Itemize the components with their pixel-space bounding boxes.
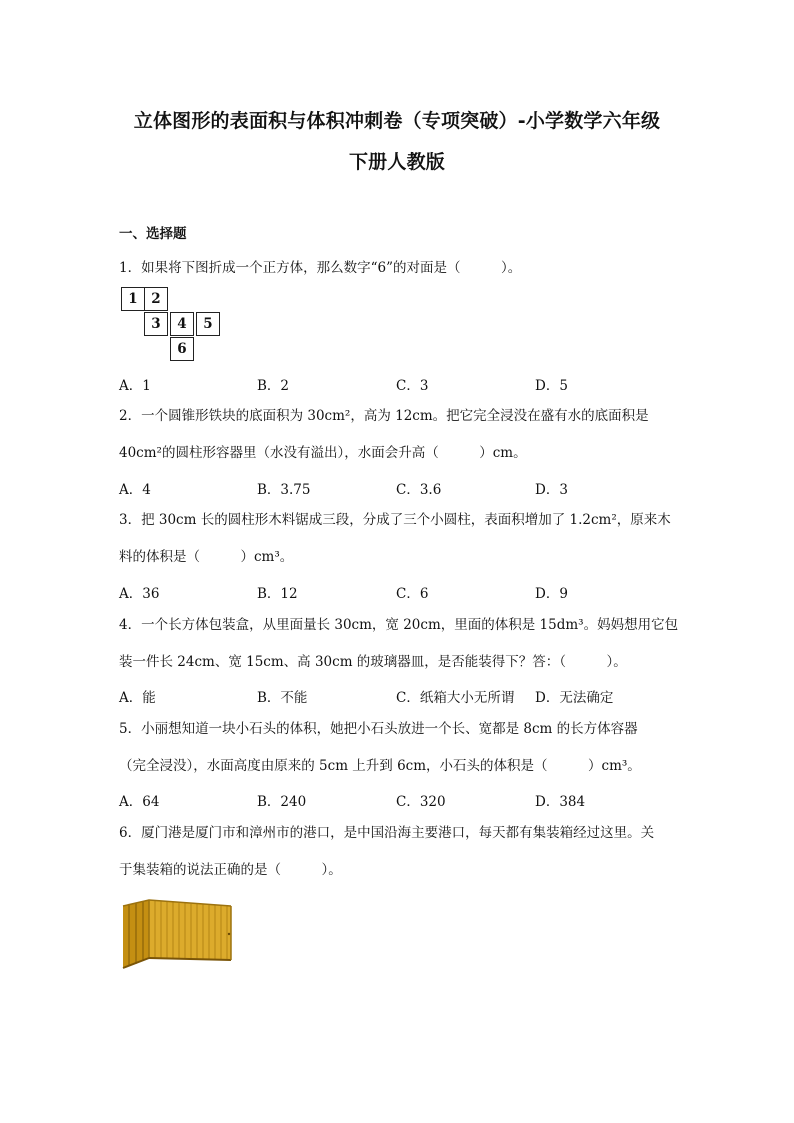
shipping-container-image: [119, 898, 235, 972]
question-1-text: 1．如果将下图折成一个正方体，那么数字“6”的对面是（ ）。: [119, 260, 522, 276]
q4-option-d: D．无法确定: [535, 690, 614, 706]
q5-option-a: A．64: [119, 794, 160, 810]
question-2-line2: 40cm²的圆柱形容器里（水没有溢出），水面会升高（ ）cm。: [119, 445, 527, 461]
question-4-line1: 4．一个长方体包装盒，从里面量长 30cm，宽 20cm，里面的体积是 15dm³。妈妈想用它包: [119, 617, 679, 633]
page-title-line2: 下册人教版: [348, 151, 445, 173]
net-cell-2: 2: [144, 287, 168, 311]
q5-option-d: D．384: [535, 794, 586, 810]
q1-option-d: D．5: [535, 378, 568, 394]
q2-option-a: A．4: [119, 482, 151, 498]
q1-option-a: A．1: [119, 378, 151, 394]
q2-option-d: D．3: [535, 482, 568, 498]
question-3-line1: 3．把 30cm 长的圆柱形木料锯成三段，分成了三个小圆柱，表面积增加了 1.2cm²，原来木: [119, 512, 671, 528]
q4-option-a: A．能: [119, 690, 156, 706]
q2-option-b: B．3.75: [257, 482, 311, 498]
net-cell-1: 1: [121, 287, 145, 311]
net-cell-5: 5: [196, 312, 220, 336]
section-heading: 一、选择题: [119, 226, 187, 242]
q1-option-c: C．3: [396, 378, 429, 394]
question-5-line2: （完全浸没），水面高度由原来的 5cm 上升到 6cm，小石头的体积是（ ）cm³。: [119, 758, 641, 774]
q3-option-d: D．9: [535, 586, 568, 602]
q5-option-c: C．320: [396, 794, 446, 810]
q3-option-b: B．12: [257, 586, 298, 602]
question-5-line1: 5．小丽想知道一块小石头的体积，她把小石头放进一个长、宽都是 8cm 的长方体容器: [119, 721, 638, 737]
net-cell-6: 6: [170, 337, 194, 361]
q4-option-c: C．纸箱大小无所谓: [396, 690, 515, 706]
question-6-line2: 于集装箱的说法正确的是（ ）。: [119, 862, 342, 878]
q4-option-b: B．不能: [257, 690, 308, 706]
question-2-line1: 2．一个圆锥形铁块的底面积为 30cm²，高为 12cm。把它完全浸没在盛有水的底面积是: [119, 408, 649, 424]
question-4-line2: 装一件长 24cm、宽 15cm、高 30cm 的玻璃器皿，是否能装得下？答：（ ）。: [119, 654, 627, 670]
q3-option-a: A．36: [119, 586, 160, 602]
question-6-line1: 6．厦门港是厦门市和漳州市的港口，是中国沿海主要港口，每天都有集装箱经过这里。关: [119, 825, 655, 841]
q3-option-c: C．6: [396, 586, 429, 602]
page-title: 立体图形的表面积与体积冲刺卷（专项突破）-小学数学六年级: [133, 110, 661, 132]
question-3-line2: 料的体积是（ ）cm³。: [119, 549, 294, 565]
net-cell-3: 3: [144, 312, 168, 336]
net-cell-4: 4: [170, 312, 194, 336]
q2-option-c: C．3.6: [396, 482, 442, 498]
q5-option-b: B．240: [257, 794, 307, 810]
q1-option-b: B．2: [257, 378, 290, 394]
